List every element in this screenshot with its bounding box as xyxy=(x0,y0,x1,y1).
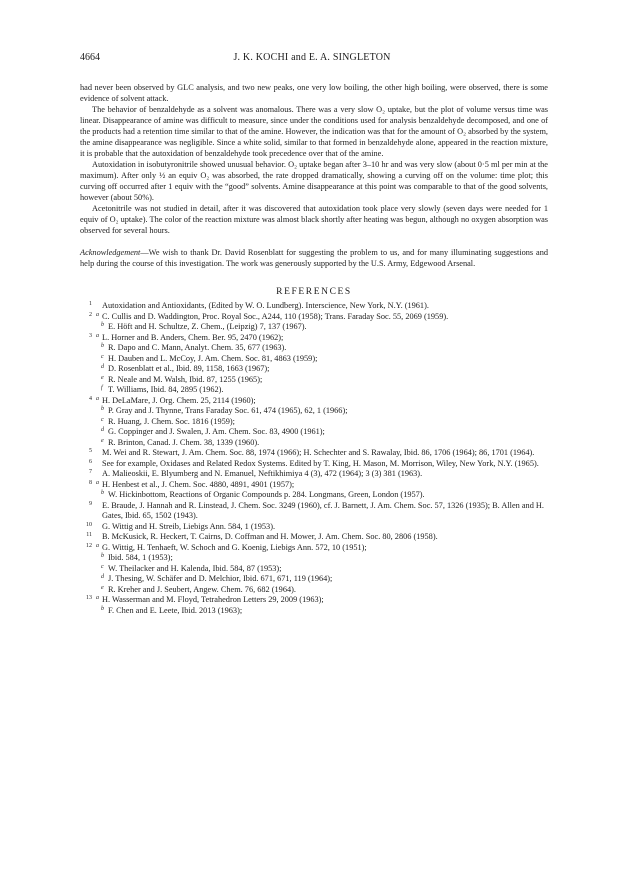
reference-item xyxy=(80,385,548,396)
reference-letter: c xyxy=(101,416,104,423)
reference-text: F. Chen and E. Leete, Ibid. 2013 (1963); xyxy=(108,605,243,615)
reference-item xyxy=(80,406,548,417)
reference-number: 4 xyxy=(89,395,92,402)
reference-item xyxy=(80,459,548,470)
reference-letter: d xyxy=(101,364,104,370)
reference-text: H. DeLaMare, J. Org. Chem. 25, 2114 (1960); xyxy=(102,395,256,405)
reference-text: B. McKusick, R. Heckert, T. Cairns, D. Coffman and H. Mower, J. Am. Chem. Soc. 80, 2806 (1958). xyxy=(102,532,438,541)
article-body xyxy=(80,82,548,616)
reference-letter: a xyxy=(96,395,99,402)
reference-text: J. Thesing, W. Schäfer and D. Melchior, Ibid. 671, 671, 119 (1964); xyxy=(108,574,333,583)
reference-text: Ibid. 584, 1 (1953); xyxy=(108,553,173,562)
reference-letter: a xyxy=(96,595,99,601)
reference-number: 2 xyxy=(89,311,92,318)
reference-number: 9 xyxy=(89,500,92,507)
reference-item xyxy=(80,585,548,596)
reference-number: 8 xyxy=(89,479,92,486)
reference-item xyxy=(80,322,548,333)
reference-letter: a xyxy=(96,332,99,339)
reference-item xyxy=(80,532,548,543)
reference-text: G. Wittig and H. Streib, Liebigs Ann. 584, 1 (1953). xyxy=(102,521,276,531)
reference-item xyxy=(80,427,548,438)
reference-text: See for example, Oxidases and Related Redox Systems. Edited by T. King, H. Mason, M. Morrison, Wiley, New York, N.Y. (1965). xyxy=(102,458,539,468)
reference-text: M. Wei and R. Stewart, J. Am. Chem. Soc. 88, 1974 (1966); H. Schechter and S. Rawalay, Ibid. 86, 1706 (1964); 86, 1701 (1964). xyxy=(102,448,535,457)
reference-text: R. Dapo and C. Mann, Analyt. Chem. 35, 677 (1963). xyxy=(108,343,287,352)
reference-item xyxy=(80,553,548,564)
reference-text: D. Rosenblatt et al., Ibid. 89, 1158, 1663 (1967); xyxy=(108,364,270,373)
reference-letter: b xyxy=(101,553,104,559)
reference-letter: b xyxy=(101,490,104,496)
reference-letter: e xyxy=(101,584,104,591)
reference-text: H. Wasserman and M. Floyd, Tetrahedron Letters 29, 2009 (1963); xyxy=(102,595,324,604)
reference-text: Autoxidation and Antioxidants, (Edited by W. O. Lundberg). Interscience, New York, N.Y. (1961). xyxy=(102,301,429,310)
reference-letter: b xyxy=(101,322,104,328)
reference-letter: c xyxy=(101,563,104,570)
reference-letter: a xyxy=(96,479,99,486)
reference-text: R. Neale and M. Walsh, Ibid. 87, 1255 (1965); xyxy=(108,374,263,384)
reference-letter: d xyxy=(101,574,104,580)
reference-item xyxy=(80,480,548,491)
reference-number: 1 xyxy=(89,301,92,307)
reference-letter: b xyxy=(101,343,104,349)
reference-item xyxy=(80,522,548,533)
reference-number: 5 xyxy=(89,448,92,454)
reference-letter: f xyxy=(101,385,103,391)
acknowledgement-label: Acknowledgement xyxy=(80,248,141,257)
reference-item xyxy=(80,417,548,428)
reference-item xyxy=(80,364,548,375)
reference-letter: a xyxy=(96,542,99,549)
acknowledgement-text: —We wish to thank Dr. David Rosenblatt for suggesting the problem to us, and for many illuminating suggestions and help during the course of this investigation. The work was generously supported by the U.S. Army, Edgewood Arsenal. xyxy=(80,248,548,268)
reference-number: 13 xyxy=(86,595,92,601)
reference-item xyxy=(80,606,548,617)
reference-text: L. Horner and B. Anders, Chem. Ber. 95, 2470 (1962); xyxy=(102,332,284,342)
reference-item xyxy=(80,333,548,344)
page-number: 4664 xyxy=(80,52,100,63)
reference-item xyxy=(80,312,548,323)
reference-item xyxy=(80,469,548,480)
reference-text: C. Cullis and D. Waddington, Proc. Royal Soc., A244, 110 (1958); Trans. Faraday Soc. 55, 2069 (1959). xyxy=(102,311,449,321)
reference-text: P. Gray and J. Thynne, Trans Faraday Soc. 61, 474 (1965), 62, 1 (1966); xyxy=(108,406,348,415)
reference-item xyxy=(80,396,548,407)
reference-item xyxy=(80,448,548,459)
reference-text: R. Brinton, Canad. J. Chem. 38, 1339 (1960). xyxy=(108,437,260,447)
reference-item xyxy=(80,564,548,575)
reference-letter: c xyxy=(101,353,104,360)
reference-text: R. Huang, J. Chem. Soc. 1816 (1959); xyxy=(108,416,235,426)
reference-number: 12 xyxy=(86,542,92,549)
reference-text: E. Höft and H. Schultze, Z. Chem., (Leipzig) 7, 137 (1967). xyxy=(108,322,307,331)
reference-item xyxy=(80,438,548,449)
reference-number: 6 xyxy=(89,458,92,465)
reference-text: W. Theilacker and H. Kalenda, Ibid. 584, 87 (1953); xyxy=(108,563,282,573)
reference-number: 11 xyxy=(86,532,92,538)
reference-item xyxy=(80,501,548,522)
reference-item xyxy=(80,574,548,585)
reference-text: A. Malieoskii, E. Blyumberg and N. Emanuel, Neftikhimiya 4 (3), 472 (1964); 3 (3) 381 (1963). xyxy=(102,469,423,478)
reference-text: H. Dauben and L. McCoy, J. Am. Chem. Soc. 81, 4863 (1959); xyxy=(108,353,318,363)
reference-letter: e xyxy=(101,437,104,444)
body-paragraph: Autoxidation in isobutyronitrile showed unusual behavior. O₂ uptake began after 3–10 hr and was very slow (about 0·5 ml per min at the maximum). After only ½ an equiv O₂ was absorbed, the rate dropped dramatically, showing a curving off on the volume: time plot; this curving off occurred after 1 equiv with the “good” solvents. Amine disappearance at this point was comparable to that of the good solvents, however (about 50%). xyxy=(80,160,548,202)
reference-item xyxy=(80,490,548,501)
reference-item xyxy=(80,543,548,554)
running-head-authors: J. K. KOCHI and E. A. SINGLETON xyxy=(233,52,391,63)
reference-text: T. Williams, Ibid. 84, 2895 (1962). xyxy=(108,385,224,394)
reference-text: G. Coppinger and J. Swalen, J. Am. Chem. Soc. 83, 4900 (1961); xyxy=(108,427,325,436)
reference-letter: d xyxy=(101,427,104,433)
reference-text: R. Kreher and J. Seubert, Angew. Chem. 76, 682 (1964). xyxy=(108,584,296,594)
acknowledgement xyxy=(80,247,548,269)
reference-letter: e xyxy=(101,374,104,381)
reference-number: 10 xyxy=(86,521,92,528)
reference-list xyxy=(80,301,548,616)
reference-number: 7 xyxy=(89,469,92,475)
body-paragraph: had never been observed by GLC analysis, and two new peaks, one very low boiling, the other high boiling, were observed, there is some evidence of solvent attack. xyxy=(80,83,548,103)
reference-text: W. Hickinbottom, Reactions of Organic Compounds p. 284. Longmans, Green, London (1957). xyxy=(108,490,425,499)
reference-item xyxy=(80,595,548,606)
reference-number: 3 xyxy=(89,332,92,339)
body-paragraph: The behavior of benzaldehyde as a solvent was anomalous. There was a very slow O₂ uptake, but the plot of volume versus time was linear. Disappearance of amine was difficult to measure, since under the conditions used for analysis benzaldehyde decomposed, and one of the products had a retention time similar to that of the amine. However, the indication was that for the amount of O₂ absorbed by the system, the amine disappearance was negligible. Since a white solid, similar to that formed in benzaldehyde alone, appeared in the reaction mixture, it is probable that the autoxidation of benzaldehyde took precedence over that of the amine. xyxy=(80,105,548,158)
reference-item xyxy=(80,354,548,365)
body-paragraph: Acetonitrile was not studied in detail, after it was discovered that autoxidation took place very slowly (seven days were needed for 1 equiv of O₂ uptake). The color of the reaction mixture was almost black shortly after heating was begun, although no oxygen absorption was observed for several hours. xyxy=(80,204,548,235)
reference-letter: b xyxy=(101,605,104,612)
reference-letter: a xyxy=(96,311,99,318)
reference-text: G. Wittig, H. Tenhaeft, W. Schoch and G. Koenig, Liebigs Ann. 572, 10 (1951); xyxy=(102,542,367,552)
references-heading: REFERENCES xyxy=(276,287,352,297)
reference-item xyxy=(80,375,548,386)
reference-item xyxy=(80,301,548,312)
reference-letter: b xyxy=(101,406,104,412)
running-header xyxy=(80,52,544,66)
reference-text: E. Braude, J. Hannah and R. Linstead, J. Chem. Soc. 3249 (1960), cf. J. Barnett, J. Am. Chem. Soc. 57, 1326 (1935); B. Allen and H. Gates, Ibid. 65, 1502 (1943). xyxy=(102,500,544,520)
reference-text: H. Henbest et al., J. Chem. Soc. 4880, 4891, 4901 (1957); xyxy=(102,479,295,489)
reference-item xyxy=(80,343,548,354)
